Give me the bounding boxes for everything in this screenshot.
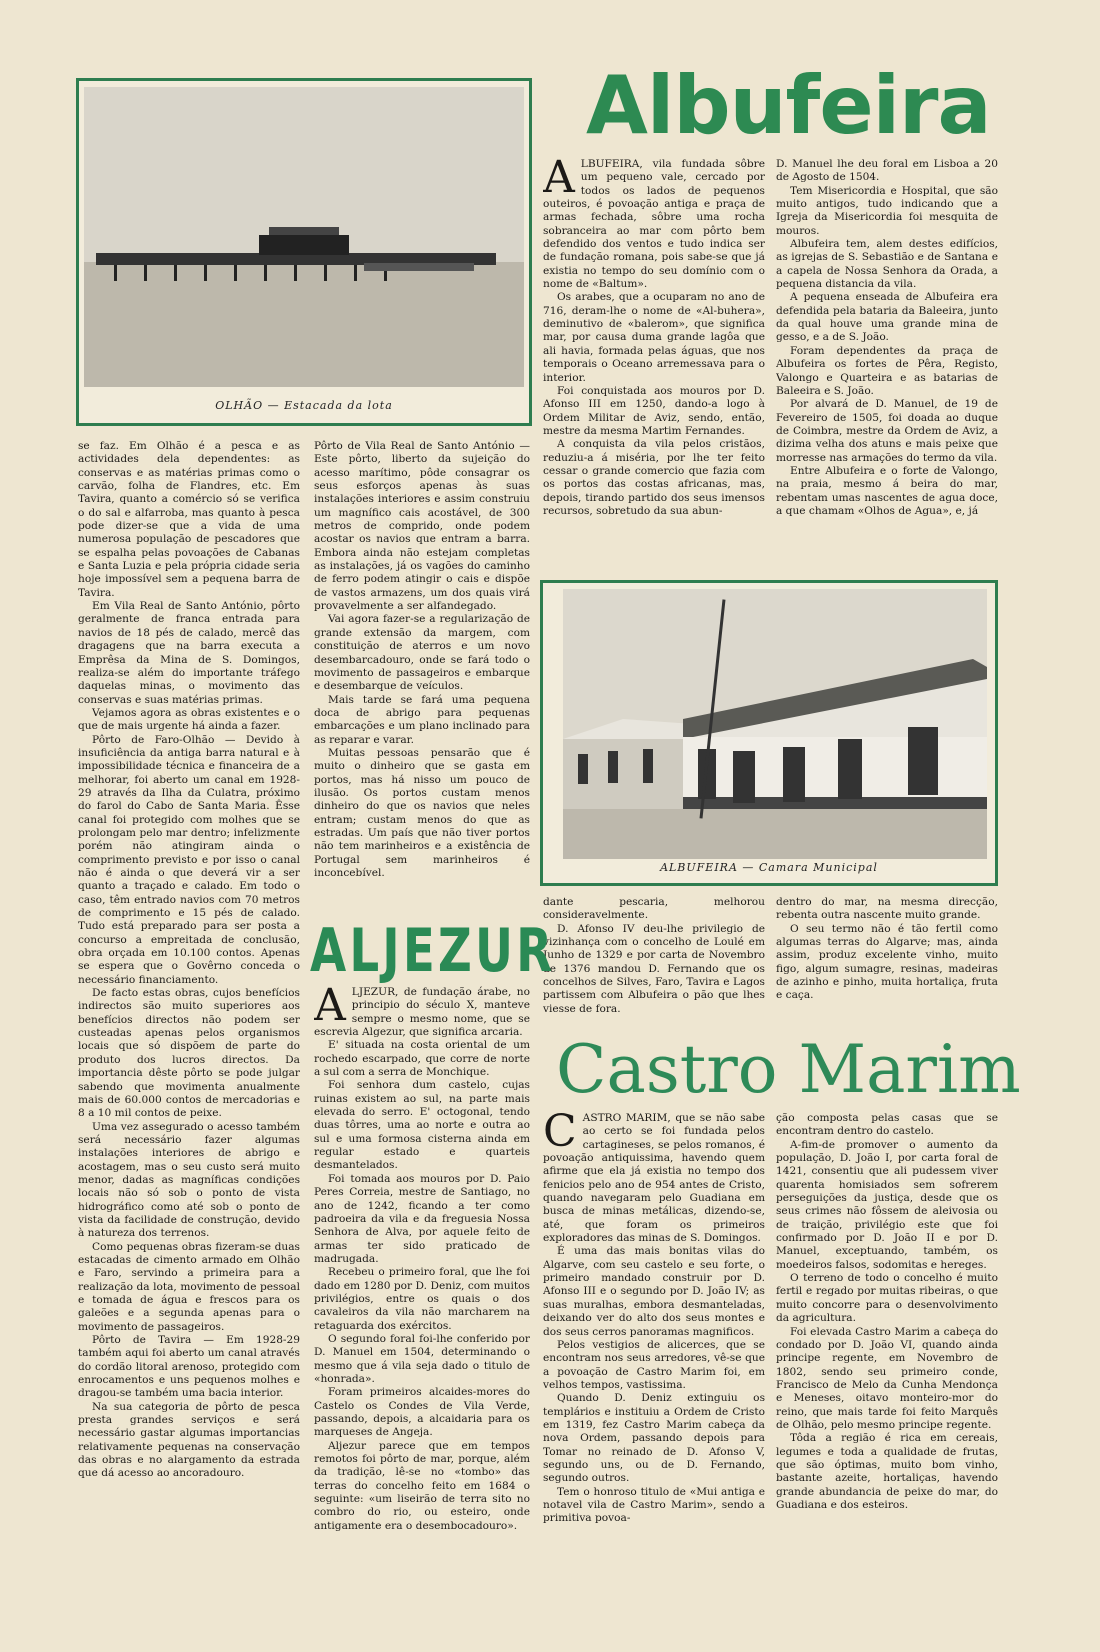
olhao-photo	[84, 87, 524, 387]
albufeira-continuation-text-1: dante pescaria, melhorou consideravelmente. D. Afonso IV deu-lhe privilegio de vizinhança com o concelho de Loulé em Junho de 1329 e por carta de Novembro de 1376 mandou D. Fernando que os concelhos de Silves, Faro, Tavira e Lagos partissem com Albufeira o pão que lhes viesse de fora.	[543, 896, 765, 1015]
castro-marim-text-1: ASTRO MARIM, que se não sabe ao certo se foi fundada pelos cartagineses, se pelos romanos, é povoação antiquissima, havendo quem afirme que ela já existia no tempo dos fenicios pelo ano de 954 antes de Cristo, quando navegaram pelo Guadiana em busca de minas metálicas, dizendo-se, até, que foram os primeiros exploradores das minas de S. Domingos. É uma das mais bonitas vilas do Algarve, com seu castelo e seu forte, o primeiro mandado construir por D. Afonso III e o segundo por D. João IV; as suas muralhas, embora desmanteladas, deixando ver do alto dos seus montes e dos seus cerros panoramas magnificos. Pelos vestigios de alicerces, que se encontram nos seus arredores, vê-se que a povoação de Castro Marim foi, em velhos tempos, vastissima. Quando D. Deniz extinguiu os templários e instituiu a Ordem de Cristo em 1319, fez Castro Marim cabeça da nova Ordem, passando depois para Tomar no reinado de D. Afonso V, segundo uns, ou de D. Fernando, segundo outros. Tem o honroso titulo de «Mui antiga e notavel vila de Castro Marim», sendo a primitiva povoa-	[543, 1112, 765, 1525]
olhao-caption: OLHÃO — Estacada da lota	[215, 399, 393, 412]
aljezur-title: ALJEZUR	[310, 916, 556, 986]
albufeira-column-1	[543, 158, 765, 568]
albufeira-column-2	[776, 158, 998, 568]
castro-drop-cap: C	[543, 1112, 577, 1157]
castro-marim-column-2	[776, 1112, 998, 1592]
aljezur-drop-cap: A	[314, 986, 346, 1031]
ports-text-1: se faz. Em Olhão é a pesca e as actividades dela dependentes: as conservas e as matérias primas como o carvão, folha de Flandres, etc. Em Tavira, quanto a comércio só se verifica o do sal e alfarroba, mas quanto à pesca pode dizer-se que a vida de uma numerosa população de pescadores que se espalha pelas povoações de Cabanas e Santa Luzia e pela própria cidade seria hoje impossível sem a pequena barra de Tavira. Em Vila Real de Santo António, pôrto geralmente de franca entrada para navios de 18 pés de calado, mercê das dragagens que na barra executa a Emprêsa da Mina de S. Domingos, realiza-se além do importante tráfego daquelas minas, o movimento das conservas e suas matérias primas. Vejamos agora as obras existentes e o que de mais urgente há ainda a fazer. Pôrto de Faro-Olhão — Devido à insuficiência da antiga barra natural e à impossibilidade técnica e financeira de a melhorar, foi aberto um canal em 1928-29 através da Ilha da Culatra, próximo do farol do Cabo de Santa Maria. Êsse canal foi protegido com molhes que se prolongam pelo mar dentro; infelizmente porém não atingiram ainda o comprimento previsto e por isso o canal não é ainda o que deverá vir a ser quanto a traçado e calado. Em todo o caso, têm entrado navios com 70 metros de comprimento e 15 pés de calado. Tudo está preparado para ser posta a concurso a empreitada de conclusão, obra orçada em 10.100 contos. Apenas se espera que o Govêrno conceda o necessário financiamento. De facto estas obras, cujos benefícios indirectos são muito superiores aos benefícios directos não podem ser custeadas apenas pelos organismos locais que só dispõem de parte do produto dos lucros directos. Da importancia dêste pôrto se pode julgar sabendo que movimenta anualmente mais de 60.000 contos de mercadorias e 8 a 10 mil contos de peixe. Uma vez assegurado o acesso também será necessário fazer algumas instalações interiores de abrigo e acostagem, mas o seu custo será muito menor, dadas as magníficas condições locais não só sob o ponto de vista hidrográfico como até sob o ponto de vista da facilidade de construção, devido à natureza dos terrenos. Como pequenas obras fizeram-se duas estacadas de cimento armado em Olhão e Faro, servindo a primeira para a realização da lota, movimento de pessoal e tomada de água e frescos para os galeões e a segunda apenas para o movimento de passageiros. Pôrto de Tavira — Em 1928-29 também aqui foi aberto um canal através do cordão litoral arenoso, protegido com enrocamentos e uns pequenos molhes e dragou-se também uma bacia interior. Na sua categoria de pôrto de pesca presta grandes serviços e será necessário gastar algumas importancias relativamente pequenas na conservação das obras e no alargamento da estrada que dá acesso ao ancoradouro.	[78, 440, 300, 1480]
albufeira-continuation-text-2: dentro do mar, na mesma direcção, rebenta outra nascente muito grande. O seu termo não é tão fertil como algumas terras do Algarve; mas, ainda assim, produz excelente vinho, muito figo, algum sumagre, resinas, madeiras de azinho e pinho, muita hortaliça, fruta e caça.	[776, 896, 998, 1002]
castro-marim-title: Castro Marim	[556, 1031, 1021, 1108]
albufeira-caption: ALBUFEIRA — Camara Municipal	[660, 861, 878, 874]
albufeira-text-1: LBUFEIRA, vila fundada sôbre um pequeno vale, cercado por todos os lados de pequenos outeiros, é povoação antiga e praça de armas fechada, sôbre uma rocha sobranceira ao mar com pôrto bem defendido dos ventos e tudo indica ser de fundação romana, pois sabe-se que já existia no tempo do seu domínio com o nome de «Baltum». Os arabes, que a ocuparam no ano de 716, deram-lhe o nome de «Al-buhera», deminutivo de «balerom», que significa mar, por causa duma grande lagôa que ali havia, formada pelas águas, que nos temporais o Oceano arremessava para o interior. Foi conquistada aos mouros por D. Afonso III em 1250, dando-a logo à Ordem Militar de Aviz, sendo, então, mestre da mesma Martim Fernandes. A conquista da vila pelos cristãos, reduziu-a á miséria, por lhe ter feito cessar o grande comercio que fazia com os portos das costas africanas, mas, depois, tirando partido dos seus imensos recursos, sobretudo da sua abun-	[543, 158, 765, 517]
olhao-photo-frame	[76, 78, 532, 426]
castro-marim-text-2: ção composta pelas casas que se encontram dentro do castelo. A-fim-de promover o aumento da população, D. João I, por carta foral de 1421, consentiu que ali pudessem viver quarenta homisiados sem sofrerem perseguições da justiça, desde que os seus crimes não fôssem de aleivosia ou de traição, privilégio este que foi confirmado por D. João II e por D. Manuel, exceptuando, também, os moedeiros falsos, sodomitas e hereges. O terreno de todo o concelho é muito fertil e regado por muitas ribeiras, o que muito concorre para o desenvolvimento da agricultura. Foi elevada Castro Marim a cabeça do condado por D. João VI, quando ainda principe regente, em Novembro de 1802, sendo seu primeiro conde, Francisco de Melo da Cunha Mendonça e Meneses, oitavo monteiro-mor do reino, que mais tarde foi feito Marquês de Olhão, pelo mesmo principe regente. Tôda a região é rica em cereais, legumes e toda a qualidade de frutas, que são óptimas, muito bom vinho, bastante azeite, hortaliças, havendo grande abundancia de peixe do mar, do Guadiana e dos esteiros.	[776, 1112, 998, 1511]
ports-column-2	[314, 440, 530, 900]
aljezur-text: LJEZUR, de fundação árabe, no principio do século X, manteve sempre o mesmo nome, que se escrevia Algezur, que significa arcaria. E' situada na costa oriental de um rochedo escarpado, que corre de norte a sul com a serra de Monchique. Foi senhora dum castelo, cujas ruinas existem ao sul, na parte mais elevada do serro. E' octogonal, tendo duas tôrres, uma ao norte e outra ao sul e uma formosa cisterna ainda em regular estado e quarteis desmantelados. Foi tomada aos mouros por D. Paio Peres Correia, mestre de Santiago, no ano de 1242, ficando a ter como padroeira da vila e da freguesia Nossa Senhora de Alva, por aquele feito de armas ter sido praticado de madrugada. Recebeu o primeiro foral, que lhe foi dado em 1280 por D. Deniz, com muitos privilégios, entre os quais o dos cavaleiros da vila não marcharem na retaguarda dos exércitos. O segundo foral foi-lhe conferido por D. Manuel em 1504, determinando o mesmo que á vila seja dado o titulo de «honrada». Foram primeiros alcaides-mores do Castelo os Condes de Vila Verde, passando, depois, a alcaidaria para os marqueses de Angeja. Aljezur parece que em tempos remotos foi pôrto de mar, porque, além da tradição, lê-se no «tombo» das terras do concelho feito em 1684 o seguinte: «um liseirão de terra sito no combro do rio, ou esteiro, onde antigamente era o desembocadouro».	[314, 986, 530, 1532]
castro-marim-column-1	[543, 1112, 765, 1592]
albufeira-photo	[563, 589, 987, 859]
ports-text-2: Pôrto de Vila Real de Santo António — Este pôrto, liberto da sujeição do acesso marítimo, pôde consagrar os seus esforços apenas às suas instalações interiores e assim construiu um magnífico cais acostável, de 300 metros de comprido, onde podem acostar os navios que entram a barra. Embora ainda não estejam completas as instalações, já os vagões do caminho de ferro podem atingir o cais e dispõe de vastos armazens, um dos quais virá provavelmente a ser alfandegado. Vai agora fazer-se a regularização de grande extensão da margem, com constituição de aterros e um novo desembarcadouro, onde se fará todo o movimento de passageiros e embarque e desembarque de veículos. Mais tarde se fará uma pequena doca de abrigo para pequenas embarcações e um plano inclinado para as reparar e varar. Muitas pessoas pensarão que é muito o dinheiro que se gasta em portos, mas há nisso um pouco de ilusão. Os portos custam menos dinheiro do que os navios que neles entram; custam menos do que as estradas. Um país que não tiver portos não tem marinheiros e a existência de Portugal sem marinheiros é inconcebível.	[314, 440, 530, 879]
albufeira-continuation-1	[543, 896, 765, 1026]
albufeira-drop-cap: A	[543, 158, 575, 203]
albufeira-photo-frame	[540, 580, 998, 886]
aljezur-column	[314, 986, 530, 1586]
albufeira-text-2: D. Manuel lhe deu foral em Lisboa a 20 de Agosto de 1504. Tem Misericordia e Hospital, que são muito antigos, tudo indicando que a Igreja da Misericordia foi mesquita de mouros. Albufeira tem, alem destes edifícios, as igrejas de S. Sebastião e de Santana e a capela de Nossa Senhora da Orada, a pequena distancia da vila. A pequena enseada de Albufeira era defendida pela bataria da Baleeira, junto da qual houve uma grande mina de gesso, e a de S. João. Foram dependentes da praça de Albufeira os fortes de Pêra, Registo, Valongo e Quarteira e as batarias de Baleeira e S. João. Por alvará de D. Manuel, de 19 de Fevereiro de 1505, foi doada ao duque de Coimbra, mestre da Ordem de Aviz, a dizima velha dos atuns e mais peixe que morresse nas armações do termo da vila. Entre Albufeira e o forte de Valongo, na praia, mesmo á beira do mar, rebentam umas nascentes de agua doce, a que chamam «Olhos de Agua», e, já	[776, 158, 998, 517]
albufeira-continuation-2	[776, 896, 998, 1026]
ports-column-1	[78, 440, 300, 1580]
albufeira-title: Albufeira	[586, 59, 991, 152]
